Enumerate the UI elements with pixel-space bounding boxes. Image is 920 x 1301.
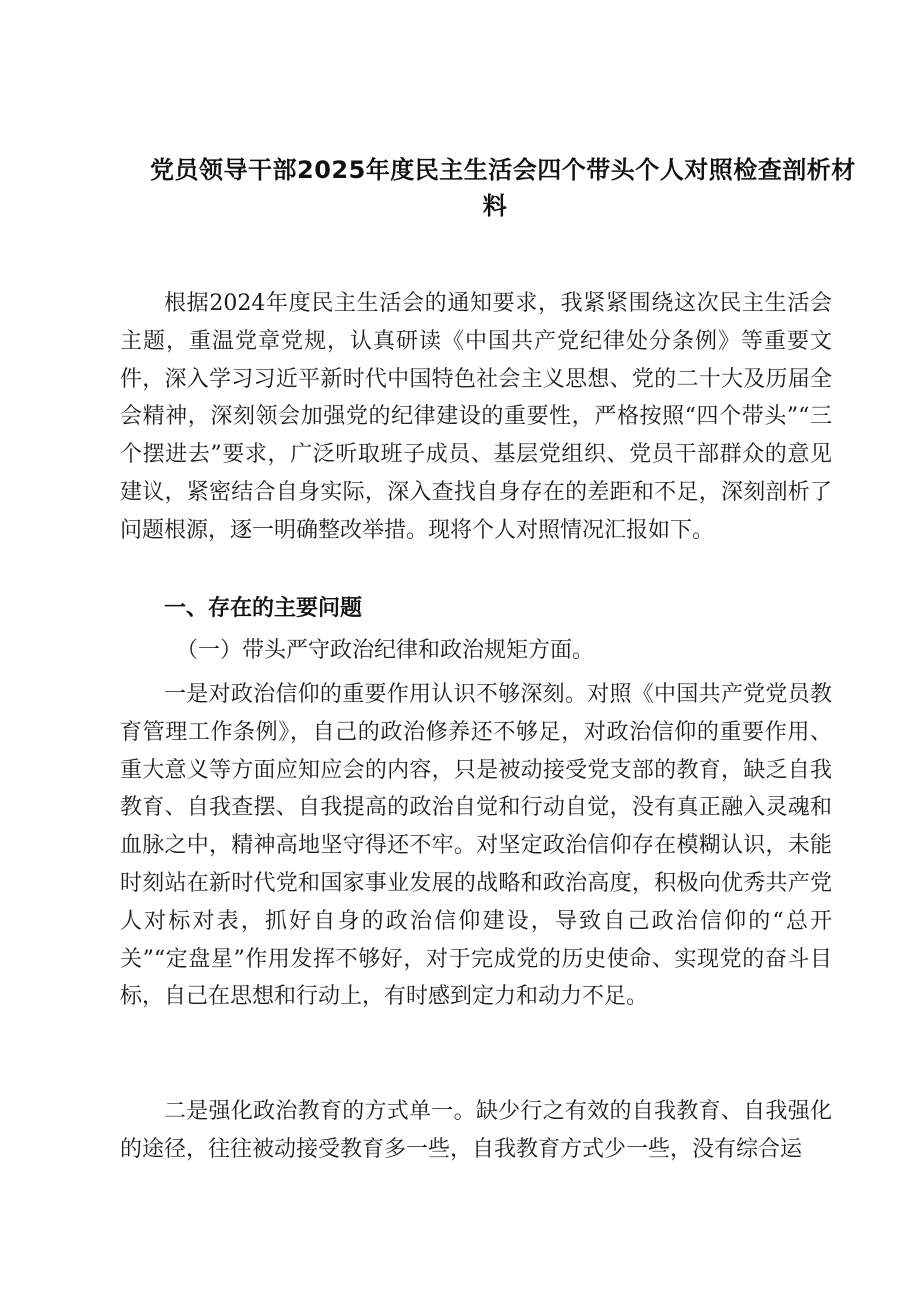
section-heading-problems: 一、存在的主要问题	[164, 596, 363, 621]
intro-paragraph: 根据2024年度民主生活会的通知要求，我紧紧围绕这次民主生活会主题，重温党章党规，认真研读《中国共产党纪律处分条例》等重要文件，深入学习习近平新时代中国特色社会主义思想、党的二十大及历届全会精神，深刻领会加强党的纪律建设的重要性，严格按照“四个带头”“三个摆进去”要求，广泛听取班子成员、基层党组织、党员干部群众的意见建议，紧密结合自身实际，深入查找自身存在的差距和不足，深刻剖析了问题根源，逐一明确整改举措。现将个人对照情况汇报如下。	[120, 291, 832, 543]
body-paragraph-1: 一是对政治信仰的重要作用认识不够深刻。对照《中国共产党党员教育管理工作条例》，自己的政治修养还不够足，对政治信仰的重要作用、重大意义等方面应知应会的内容，只是被动接受党支部的教育，缺乏自我教育、自我查摆、自我提高的政治自觉和行动自觉，没有真正融入灵魂和血脉之中，精神高地坚守得还不牢。对坚定政治信仰存在模糊认识，未能时刻站在新时代党和国家事业发展的战略和政治高度，积极向优秀共产党人对标对表，抓好自身的政治信仰建设，导致自己政治信仰的“总开关”“定盘星”作用发挥不够好，对于完成党的历史使命、实现党的奋斗目标，自己在思想和行动上，有时感到定力和动力不足。	[120, 682, 832, 1010]
body-paragraph-2: 二是强化政治教育的方式单一。缺少行之有效的自我教育、自我强化的途径，往往被动接受教育多一些，自我教育方式少一些，没有综合运	[120, 1099, 832, 1162]
document-title-line-2: 料	[482, 192, 508, 220]
document-title-line-1: 党员领导干部2025年度民主生活会四个带头个人对照检查剖析材	[150, 156, 856, 184]
subsection-heading-political-discipline: （一）带头严守政治纪律和政治规矩方面。	[176, 638, 595, 663]
document-title	[150, 152, 856, 224]
